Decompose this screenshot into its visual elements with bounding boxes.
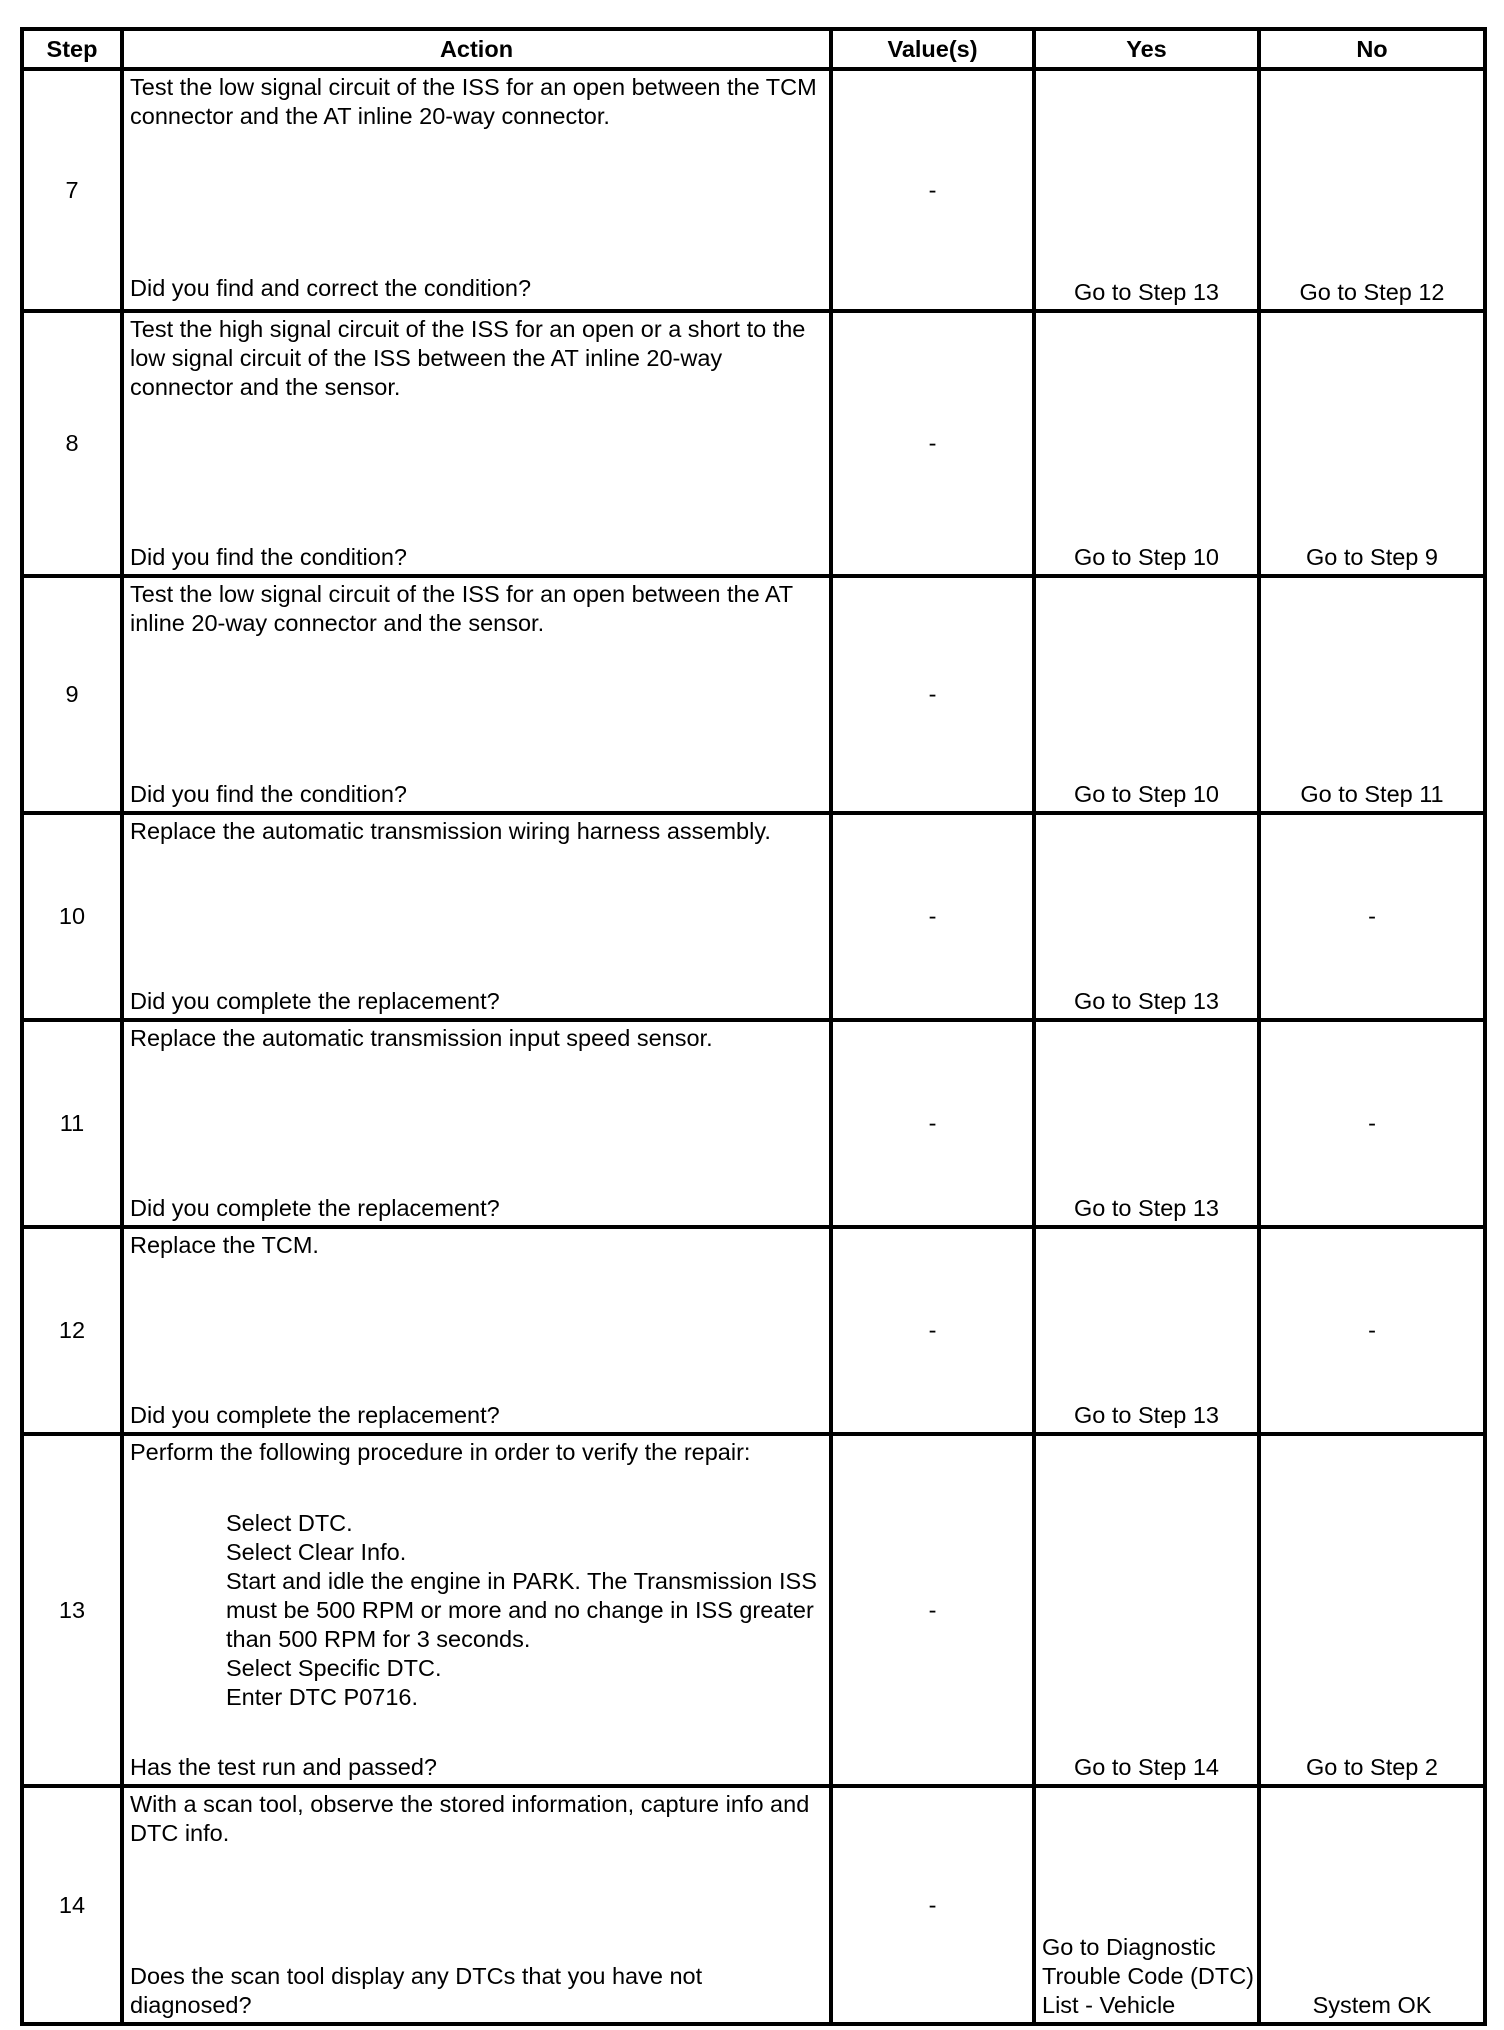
value-cell: - (831, 1434, 1034, 1786)
no-cell: - (1259, 1227, 1485, 1434)
procedure-item: Enter DTC P0716. (226, 1684, 419, 1710)
step-number: 10 (22, 813, 122, 1020)
value-cell: - (831, 576, 1034, 813)
table-row (22, 1227, 1485, 1434)
procedure-item: Select DTC. (226, 1510, 353, 1536)
yes-cell: Go to Step 13 (1034, 69, 1259, 311)
header-values: Value(s) (831, 29, 1034, 69)
diagnostic-steps-table (20, 27, 1487, 2026)
action-question: Did you complete the replacement? (130, 988, 500, 1014)
action-text: Test the low signal circuit of the ISS for an open between the TCM connector and the AT inline 20-way connector. (130, 74, 817, 129)
table-row (22, 1434, 1485, 1786)
step-number: 8 (22, 311, 122, 576)
action-question: Did you find the condition? (130, 781, 407, 807)
table-row (22, 576, 1485, 813)
table-row (22, 69, 1485, 311)
value-cell: - (831, 1786, 1034, 2024)
step-number: 12 (22, 1227, 122, 1434)
action-cell (122, 1434, 831, 1786)
action-question: Does the scan tool display any DTCs that you have not diagnosed? (130, 1963, 703, 2018)
action-text: With a scan tool, observe the stored information, capture info and DTC info. (130, 1791, 810, 1846)
action-text: Test the high signal circuit of the ISS for an open or a short to the low signal circuit of the ISS between the AT inline 20-way connector and the sensor. (130, 316, 806, 400)
step-number: 7 (22, 69, 122, 311)
value-cell: - (831, 1020, 1034, 1227)
no-cell: - (1259, 1020, 1485, 1227)
action-cell (122, 1227, 831, 1434)
action-question: Did you find and correct the condition? (130, 275, 532, 301)
action-question: Has the test run and passed? (130, 1754, 438, 1780)
yes-cell: Go to Step 14 (1034, 1434, 1259, 1786)
value-cell: - (831, 1227, 1034, 1434)
yes-cell: Go to Step 10 (1034, 576, 1259, 813)
header-yes: Yes (1034, 29, 1259, 69)
no-cell: Go to Step 2 (1259, 1434, 1485, 1786)
yes-cell: Go to Step 13 (1034, 1020, 1259, 1227)
procedure-item: Start and idle the engine in PARK. The Transmission ISS must be 500 RPM or more and no change in ISS greater than 500 RPM for 3 seconds. (226, 1568, 817, 1652)
action-cell (122, 69, 831, 311)
value-cell: - (831, 69, 1034, 311)
no-cell: Go to Step 12 (1259, 69, 1485, 311)
procedure-item: Select Clear Info. (226, 1539, 407, 1565)
action-text: Perform the following procedure in order to verify the repair: (130, 1439, 751, 1465)
no-cell: Go to Step 11 (1259, 576, 1485, 813)
procedure-item: Select Specific DTC. (226, 1655, 442, 1681)
table-row (22, 1020, 1485, 1227)
action-text: Replace the TCM. (130, 1232, 319, 1258)
yes-cell: Go to Step 13 (1034, 1227, 1259, 1434)
no-cell: - (1259, 813, 1485, 1020)
action-text: Test the low signal circuit of the ISS for an open between the AT inline 20-way connector and the sensor. (130, 581, 793, 636)
action-question: Did you complete the replacement? (130, 1402, 500, 1428)
value-cell: - (831, 311, 1034, 576)
action-question: Did you find the condition? (130, 544, 407, 570)
table-row (22, 813, 1485, 1020)
yes-cell: Go to Step 13 (1034, 813, 1259, 1020)
header-step: Step (22, 29, 122, 69)
no-cell: System OK (1259, 1786, 1485, 2024)
table-header-row (22, 29, 1485, 69)
header-no: No (1259, 29, 1485, 69)
action-cell (122, 1786, 831, 2024)
action-cell (122, 576, 831, 813)
step-number: 11 (22, 1020, 122, 1227)
action-question: Did you complete the replacement? (130, 1195, 500, 1221)
step-number: 13 (22, 1434, 122, 1786)
yes-cell: Go to Diagnostic Trouble Code (DTC) List - Vehicle (1034, 1786, 1259, 2024)
action-text: Replace the automatic transmission wiring harness assembly. (130, 818, 771, 844)
action-cell (122, 1020, 831, 1227)
no-cell: Go to Step 9 (1259, 311, 1485, 576)
action-cell (122, 311, 831, 576)
table-row (22, 311, 1485, 576)
value-cell: - (831, 813, 1034, 1020)
yes-cell: Go to Step 10 (1034, 311, 1259, 576)
action-text: Replace the automatic transmission input speed sensor. (130, 1025, 713, 1051)
procedure-list (130, 1509, 825, 1712)
header-action: Action (122, 29, 831, 69)
step-number: 9 (22, 576, 122, 813)
action-cell (122, 813, 831, 1020)
table-row (22, 1786, 1485, 2024)
step-number: 14 (22, 1786, 122, 2024)
